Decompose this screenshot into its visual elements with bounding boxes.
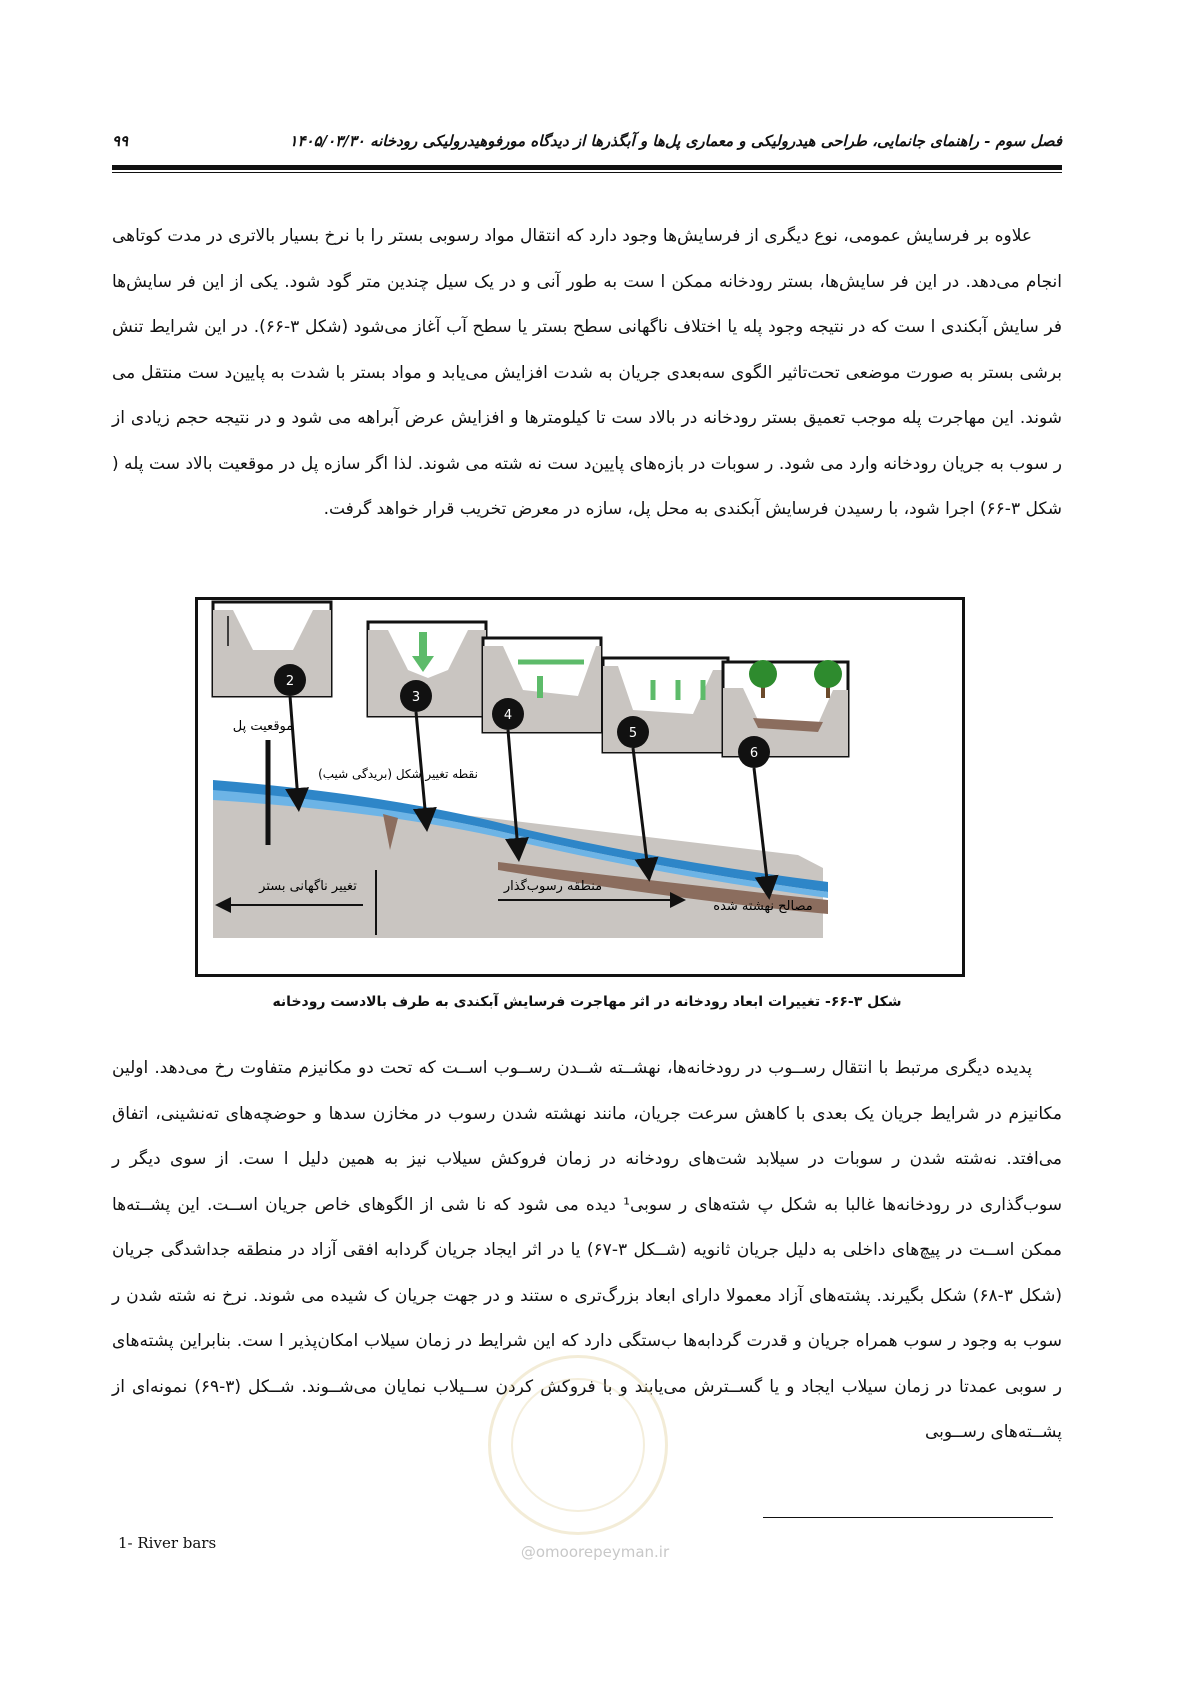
watermark-seal-inner xyxy=(511,1378,645,1512)
watermark-seal xyxy=(488,1355,668,1535)
stage-circle-4 xyxy=(492,698,524,730)
label-bridge-location: موقعیت پل xyxy=(232,719,294,734)
stage-number: 2 xyxy=(285,674,295,689)
stage-circle-3 xyxy=(400,680,432,712)
stage-circle-6 xyxy=(738,736,770,768)
ground-profile xyxy=(213,785,823,938)
paragraph-text: علاوه بر فرسایش عمومی، نوع دیگری از فرسایش‌ها وجود دارد که انتقال مواد رسوبی بستر را با نرخ بسیار بالاتری در مدت کوتاهی انجام می‌دهد. در این فر سایش‌ها، بستر رودخانه ممکن ا ست به طور آنی و در یک سیل چندین متر گود شود. یکی از این فر سایش‌ها فر سایش آبکندی ا ست که در نتیجه وجود پله یا اختلاف ناگهانی سطح بستر یا سطح آب آغاز می‌شود (شکل ۳-۶۶). در این شرایط تنش برشی بستر به صورت موضعی تحت‌تاثیر الگوی سه‌بعدی جریان به شدت افزایش می‌یابد و مواد بستر با شدت به پایین‌د ست منتقل می شوند. این مهاجرت پله موجب تعمیق بستر رودخانه در بالاد ست تا کیلومترها و افزایش عرض آبراهه می شود و در نتیجه حجم زیادی از ر سوب به جریان رودخانه وارد می شود. ر سوبات در بازه‌های پایین‌د ست نه شته می شوند. لذا اگر سازه پل در موقعیت بالاد ست پله ( شکل ۳-۶۶) اجرا شود، با رسیدن فرسایش آبکندی به محل پل، سازه در معرض تخریب قرار خواهد گرفت. xyxy=(112,226,1062,519)
stage-number: 4 xyxy=(503,708,513,723)
header-rule-thick xyxy=(112,165,1062,170)
figure-caption: شکل ۳-۶۶- تغییرات ابعاد رودخانه در اثر مهاجرت فرسایش آبکندی به طرف بالادست رودخانه xyxy=(272,994,902,1010)
page-number: ۹۹ xyxy=(112,132,129,150)
stage-box-2 xyxy=(213,602,331,696)
stage-circle-5 xyxy=(617,716,649,748)
stage-number: 3 xyxy=(411,690,421,705)
footnote-rule xyxy=(763,1517,1053,1518)
label-sudden-change: تغییر ناگهانی بستر xyxy=(259,879,357,894)
pointer-arrow xyxy=(290,696,298,800)
stage-number: 6 xyxy=(749,746,759,761)
label-deposited-material: مصالح نهشته شده xyxy=(713,899,813,914)
pointer-arrow xyxy=(416,712,426,820)
watermark-text: @omoorepeyman.ir xyxy=(520,1543,670,1561)
body-paragraph-1 xyxy=(112,214,1062,533)
footnote: 1- River bars xyxy=(118,1534,217,1552)
stage-number: 5 xyxy=(628,726,638,741)
label-deposition-zone: منطقه رسوب‌گذار xyxy=(503,879,603,894)
stage-box-6 xyxy=(723,660,848,756)
stage-circle-2 xyxy=(274,664,306,696)
header-rule-thin xyxy=(112,172,1062,173)
page-header xyxy=(112,128,1062,162)
header-title: فصل سوم - راهنمای جانمایی، طراحی هیدرولیکی و معماری پل‌ها و آبگذرها از دیدگاه مورفوهیدرولیکی رودخانه ۱۴۰۵/۰۳/۳۰ xyxy=(289,132,1062,150)
label-knickpoint: نقطه تغییر شکل (بریدگی شیب) xyxy=(318,767,478,781)
figure-gully-erosion xyxy=(195,597,965,977)
paragraph-text: پدیده دیگری مرتبط با انتقال رســوب در رودخانه‌ها، نهشــته شــدن رســوب اســت که تحت دو مکانیزم متفاوت رخ می‌دهد. اولین مکانیزم در شرایط جریان یک بعدی با کاهش سرعت جریان، مانند نهشته شدن رسوب در مخازن سدها و حوضچه‌های ته‌نشینی، اتفاق می‌افتد. نه‌شته شدن ر سوبات در سیلابد شت‌های رودخانه در زمان فروکش سیلاب نیز به همین دلیل ا ست. از سوی دیگر ر سوب‌گذاری در رودخانه‌ها غالبا به شکل پ شته‌های ر سوبی¹ دیده می شود که نا شی از الگوهای خاص جریان اســت. این پشــته‌ها ممکن اســت در پیچ‌های داخلی به دلیل جریان ثانویه (شــکل ۳-۶۷) یا در اثر ایجاد جریان گردابه افقی آزاد در منطقه جداشدگی جریان (شکل ۳-۶۸) شکل بگیرند. پشته‌های آزاد معمولا دارای ابعاد بزرگ‌تری ه ستند و در جهت جریان ک شیده می شوند. نرخ نه شته شدن ر سوب به وجود ر سوب همراه جریان و قدرت گردابه‌ها ب‌ستگی دارد که این شرایط در زمان سیلاب امکان‌پذیر ا ست. بنابراین پشته‌های ر سوبی عمدتا در زمان سیلاب ایجاد و یا گســترش می‌یابند و با فروکش کردن ســیلاب نمایان می‌شــوند. شــکل (۳-۶۹) نمونه‌ای از پشــته‌های رســوبی xyxy=(112,1058,1063,1442)
